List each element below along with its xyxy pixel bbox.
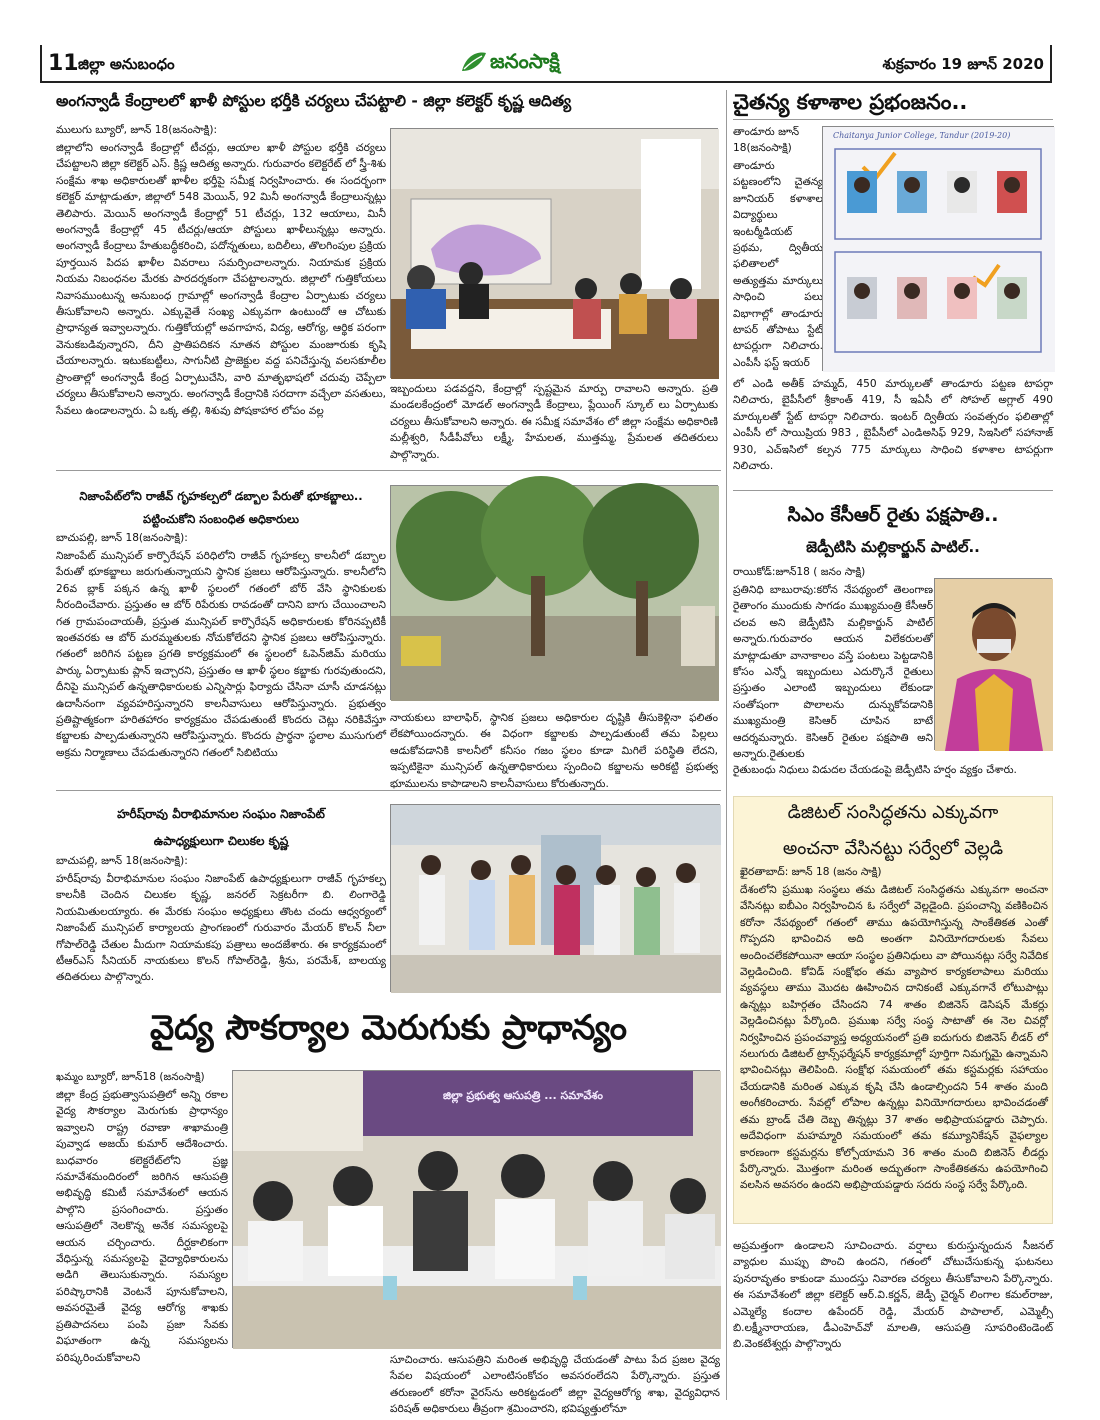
story7-dateline: ఖైరతాబాద్: జూన్ 18 (జనం సాక్షి) xyxy=(740,866,882,878)
story4-dateline: ఖమ్మం బ్యూరో, జూన్18 (జనంసాక్షి) xyxy=(56,1071,205,1083)
story1-dateline: ములుగు బ్యూరో, జూన్ 18(జనంసాక్షి): xyxy=(56,124,218,136)
story4-headline: వైద్య సౌకర్యాల మెరుగుకు ప్రాధాన్యం xyxy=(149,1008,628,1048)
section-name: జిల్లా అనుబంధం xyxy=(78,55,175,73)
story2-divider xyxy=(56,790,721,791)
story1-photo-meeting xyxy=(390,128,718,378)
header-divider xyxy=(40,81,1052,83)
page-header xyxy=(40,45,1052,85)
story5-dateline: తాండూరు జూన్ 18(జనంసాక్షి) xyxy=(733,126,800,155)
story5-body-narrow: తాండూరు పట్టణంలోని చైతన్య జూనియర్ కళాశాల విద్యార్థులు ఇంటర్మీడియట్ ప్రథమ, ద్వితీయ ఫలితాలలో అత్యుత్తమ మార్కులు సాధించి పలు విభాగాల్లో తాండూరు టాపర్ తోపాటు స్టేట్ టాపర్లుగా నిలిచారు. ఎంపీసీ ఫస్ట్ ఇయర్ xyxy=(733,160,823,369)
story2-body-right: నాయకులు బాలాఫిర్, స్థానిక ప్రజలు అధికారుల దృష్టికి తీసుకెళ్లినా ఫలితం లేకపోయిందన్నారు. ఈ విధంగా కబ్జాలకు పాల్పడుతుంటే తమ పిల్లలు ఆడుకోవడానికి కాలనీలో కనీసం గజం స్థలం కూడా మిగిలే పరిస్థితి లేదని, ఇప్పటికైనా మున్సిపల్ ఉన్నతాధికారులు స్పందించి కబ్జాలను అరికట్టి ప్రభుత్వ భూములను కాపాడాలని కాలనీవాసులు కోరుతున్నారు. xyxy=(390,712,718,790)
story1-divider xyxy=(56,470,721,471)
story5-headline: చైతన్య కళాశాల ప్రభంజనం.. xyxy=(733,90,968,114)
story7-headline-1: డిజిటల్ సంసిద్ధతను ఎక్కువగా xyxy=(787,802,999,823)
story6-portrait xyxy=(934,578,1052,750)
story1-body-left: జిల్లాలోని అంగన్వాడీ కేంద్రాల్లో టీచర్లు, ఆయాల ఖాళీ పోస్టుల భర్తీకి చర్యలు చేపట్టాలని జిల్లా కలెక్టర్ ఎస్. క్రిష్ణ ఆదిత్య అన్నారు. గురువారం కలెక్టరేట్ లో స్త్రీ-శిశు సంక్షేమ శాఖ అధికారులతో ఖాళీల భర్తీపై సమీక్ష నిర్వహించారు. ఈ సందర్భంగా కలెక్టర్ మాట్లాడుతూ, జిల్లాలో 548 మెయిన్, 92 మినీ అంగన్వాడీ కేంద్రాలున్నట్లు తెలిపారు. మెయిన్ అంగన్వాడీ కేంద్రాల్లో 51 టీచర్లు, 132 ఆయాలు, మినీ అంగన్వాడీ కేంద్రాల్లో 45 టీచర్లు/ఆయా పోస్టులు ఖాళీలున్నట్లు అన్నారు. అంగన్వాడీ కేంద్రాలు హేతుబద్ధీకరించి, పదోన్నతులు, బదిలీలు, తొలగింపుల ప్రక్రియ పూర్తయిన పిదప ఖాళీల వివరాలు సమర్పించాలన్నారు. నియామక ప్రక్రియ నియమ నిబంధనల మేరకు పారదర్శకంగా చేపట్టాలన్నారు. జిల్లాలో గుత్తికోయలు నివాసముంటున్న అనుబంధ గ్రామాల్లో అంగన్వాడీ కేంద్రాల ఏర్పాటుకు చర్యలు తీసుకోవాలని అన్నారు. ఎక్కువైతే సంఖ్య ఎక్కువగా ఉంటుందో ఆ చోటుకు ప్రాధాన్యత ఇవ్వాలన్నారు. గుత్తికోయల్లో అవగాహన, విద్య, ఆరోగ్య, ఆర్థిక పరంగా వెనుకబడివున్నారని, దీని ప్రాతిపదికన నూతన పోస్టుల మంజూరుకు కృషి చేయాలన్నారు. ఇటుకబట్టీలు, సాగునీటి ప్రాజెక్టుల వద్ద పనిచేస్తున్న వలసకూలీల ప్రాంతాల్లో అంగన్వాడీ కేంద్ర ఏర్పాటుచేసి, వారి మాతృభాషలో చదువు చెప్పేలా చర్యలు తీసుకోవాలని అన్నారు. అంగన్వాడీ కేంద్రానికి సరదాగా వచ్చేలా వసతులు, సేవలు ఉండాలన్నారు. ఏ ఒక్క తల్లి, శిశువు పోషకాహార లోపం వల్ల xyxy=(56,142,386,417)
story4-photo-meeting xyxy=(232,1070,720,1348)
story4-body-col3: అప్రమత్తంగా ఉండాలని సూచించారు. వర్షాలు కురుస్తున్నందున సీజనల్ వ్యాధుల ముప్పు పొంచి ఉందని, గతంలో చోటుచేసుకున్న ఘటనలు పునరావృతం కాకుండా ముందస్తు నివారణ చర్యలు తీసుకోవాలని పేర్కొన్నారు. ఈ సమావేశంలో జిల్లా కలెక్టర్ ఆర్.వి.కర్ణన్, జెడ్పీ చైర్మన్ లింగాల కమల్‌రాజు, ఎమ్మెల్యే కందాల ఉపేందర్ రెడ్డి, మేయర్ పాపాలాల్, ఎమ్మెల్సీ బి.లక్ష్మీనారాయణ, డీఎంహెచ్‌వో మాలతి, ఆసుపత్రి సూపరింటెండెంట్ బి.వెంకటేశ్వర్లు పాల్గొన్నారు xyxy=(733,1240,1053,1351)
column-separator xyxy=(726,90,727,1400)
story4-body-col1: జిల్లా కేంద్ర ప్రభుత్వాసుపత్రిలో అన్ని రకాల వైద్య సౌకర్యాల మెరుగుకు ప్రాధాన్యం ఇవ్వాలని రాష్ట్ర రవాణా శాఖామంత్రి పువ్వాడ అజయ్ కుమార్ ఆదేశించారు. బుధవారం కలెక్టరేట్‌లోని ప్రజ్ఞ సమావేశమందిరంలో జరిగిన ఆసుపత్రి అభివృద్ధి కమిటీ సమావేశంలో ఆయన పాల్గొని ప్రసంగించారు. ప్రస్తుతం ఆసుపత్రిలో నెలకొన్న అనేక సమస్యలపై ఆయన చర్చించారు. దీర్ఘకాలికంగా వేధిస్తున్న సమస్యలపై వైద్యాధికారులను అడిగి తెలుసుకున్నారు. సమస్యల పరిష్కారానికి వెంటనే పూనుకోవాలని, అవసరమైతే వైద్య ఆరోగ్య శాఖకు ప్రతిపాదనలు పంపి ప్రజా సేవకు విఘాతంగా ఉన్న సమస్యలను పరిష్కరించుకోవాలని xyxy=(56,1089,228,1364)
issue-date: శుక్రవారం 19 జూన్ 2020 xyxy=(882,55,1044,73)
story3-photo-appointment xyxy=(390,804,720,992)
story2-body-left: నిజాంపేట్ మున్సిపల్ కార్పొరేషన్ పరిధిలోని రాజీవ్ గృహకల్ప కాలనీలో డబ్బాల పేరుతో భూకబ్జాలు జరుగుతున్నాయని స్థానిక ప్రజలు ఆరోపిస్తున్నారు. కాలనీలోని 26వ బ్లాక్ పక్కన ఉన్న ఖాళీ స్థలంలో గతంలో బోర్ వేసి స్థానికులకు నీరందించేవారు. ప్రస్తుతం ఆ బోర్ రిపేరుకు రావడంతో దానిని బాగు చేయించాలని గత గ్రామపంచాయతీ, ప్రస్తుత మున్సిపల్ కార్పొరేషన్ అధికారులకు కోరినప్పటికీ ఇంతవరకు ఆ బోర్ మరమ్మతులకు నోచుకోలేదని స్థానిక ప్రజలు ఆరోపిస్తున్నారు. గతంలో జరిగిన పట్టణ ప్రగతి కార్యక్రమంలో ఈ స్థలంలో ఓపెన్‌జిమ్ మరియు పార్కు ఏర్పాటుకు ప్లాన్ ఇచ్చారని, ప్రస్తుతం ఆ ఖాళీ స్థలం కబ్జాకు గురవుతుందని, దీనిపై మున్సిపల్ ఉన్నతాధికారులకు ఎన్నిసార్లు ఫిర్యాదు చేసినా చూసీ చూడనట్లు ఉదాసీనంగా వ్యవహరిస్తున్నారని కాలనీవాసులు ఆరోపిస్తున్నారు. ప్రభుత్వం ప్రతిష్టాత్మకంగా హరితహారం కార్యక్రమం చేపడుతుంటే కొందరు చెట్లు నరికివేస్తూ కబ్జాలకు పాల్పడుతున్నారని ఆరోపిస్తున్నారు. కొందరు ప్రార్థనా స్థలాల ముసుగులో అక్రమ నిర్మాణాలు చేపడుతున్నారని గతంలో సిబిటియు xyxy=(56,550,386,759)
story2-headline-1: నిజాంపేట్‌లోని రాజీవ్ గృహకల్పలో డబ్బాల పేరుతో భూకబ్జాలు.. xyxy=(79,489,363,503)
masthead-logo xyxy=(460,47,630,77)
story6-dateline: రాయికోడ్:జూన్18 ( జనం సాక్షి) xyxy=(733,566,866,578)
story6-headline-1: సిఎం కేసీఆర్ రైతు పక్షపాతి.. xyxy=(787,504,999,526)
story5-divider xyxy=(733,490,1053,491)
header-left-bar xyxy=(40,45,42,81)
story3-body: హరీష్‌రావు వీరాభిమానుల సంఘం నిజాంపేట్ ఉపాధ్యక్షులుగా రాజీవ్ గృహకల్ప కాలనీకి చెందిన చిలుకల కృష్ణ, జనరల్ సెక్రటరీగా బి. లింగారెడ్డి నియమితులయ్యారు. ఈ మేరకు సంఘం అధ్యక్షులు తొంట చందు ఆధ్వర్యంలో నిజాంపేట్ మున్సిపల్ కార్యాలయ ప్రాంగణంలో గురువారం మేయర్ కొలన్ నీలా గోపాల్‌రెడ్డి చేతుల మీదుగా నియామకపు పత్రాలు అందజేశారు. ఈ కార్యక్రమంలో టీఆర్ఎస్ సీనియర్ నాయకులు కొలన్ గోపాల్‌రెడ్డి, శ్రీను, పరమేశ్, బాలయ్య తదితరులు పాల్గొన్నారు. xyxy=(56,873,386,984)
header-right-bar xyxy=(1050,45,1052,81)
story7-headline-2: అంచనా వేసినట్టు సర్వేలో వెల్లడి xyxy=(782,838,1004,859)
story6-headline-2: జెడ్పీటిసి మల్లికార్జున్ పాటిల్.. xyxy=(806,538,980,556)
story6-body-full: రైతుబంధు నిధులు విడుదల చేయడంపై జెడ్పీటిసి హర్షం వ్యక్తం చేశారు. xyxy=(733,764,1017,776)
story4-body-col2: సూచించారు. ఆసుపత్రిని మరింత అభివృద్ధి చేయడంతో పాటు పేద ప్రజల వైద్య సేవల విషయంలో ఎలాంటిసంకోచం అవసరంలేదని పేర్కొన్నారు. ప్రస్తుత తరుణంలో కరోనా వైరస్‌ను అరికట్టడంలో జిల్లా వైద్యఆరోగ్య శాఖ, వైద్యవిధాన పరిషత్ అధికారులు తీవ్రంగా శ్రమించారని, భవిష్యత్తులోనూ xyxy=(390,1354,720,1416)
story1-headline: అంగన్వాడీ కేంద్రాలలో ఖాళీ పోస్టుల భర్తీకి చర్యలు చేపట్టాలి - జిల్లా కలెక్టర్ కృష్ణ ఆదిత్య xyxy=(56,92,572,110)
story7-body: దేశంలోని ప్రముఖ సంస్థలు తమ డిజిటల్ సంసిద్ధతను ఎక్కువగా అంచనా వేసినట్లు ఐబీఎం నిర్వహించిన ఓ సర్వేలో వెల్లడైంది. ప్రపంచాన్ని వణికించిన కరోనా నేపథ్యంలో గతంలో తాము ఉపయోగిస్తున్న సాంకేతికత ఎంతో గొప్పదని భావించిన అది అంతగా వినియోగదారులకు సేవలు అందించలేకపోయినా ఆయా సంస్థల ప్రతినిధులు వా పోయినట్లు సర్వే నివేదిక వెల్లడించింది. కోవిడ్ సంక్షోభం తమ వ్యాపార కార్యకలాపాలు మరియు వ్యవస్థలు తాము మొదట ఊహించిన దానికంటే ఎక్కువగానే లోటుపాట్లు ఉన్నట్లు బహిర్గతం చేసిందని 74 శాతం బిజినెస్ డెసిషన్ మేకర్లు వెల్లడించినట్లు పేర్కొంది. ప్రముఖ సర్వే సంస్థ సాటాతో ఈ నెల చివర్లో నిర్వహించిన ప్రపంచవ్యాప్త అధ్యయనంలో ప్రతి ఐదుగురు బిజినెస్ లీడర్ లో నలుగురు డిజిటల్ ట్రాన్స్‌ఫర్మేషన్ కార్యక్రమాల్లో పూర్తిగా నిమగ్నమై ఉన్నామని భావించినట్లు తెలిపింది. సంక్షోభ సమయంలో తమ కస్టమర్లకు సహాయం చేయడానికి మరింత ఎక్కువ కృషి చేసి ఉండాల్సిందని 54 శాతం మంది అంగీకరించారు. సేవల్లో లోపాల ఉన్నట్లు వినియోగదారులు భావించడంతో తమ బ్రాండ్ చేతి దెబ్బ తిన్నట్లు 37 శాతం అభిప్రాయపడ్డారు చెప్పారు. అదేవిధంగా మహమ్మారి సమయంలో తమ కమ్యూనికేషన్ వైఫల్యాల కారణంగా కస్టమర్లను కోల్పోయామని 36 శాతం మంది బిజినెస్ లీడర్లు పేర్కొన్నారు. మొత్తంగా మరింత అద్భుతంగా సాంకేతికతను ఉపయోగించి వలసిన అవసరం ఉందని అభిప్రాయపడ్డారు సదరు సంస్థ సర్వే పేర్కొంది. xyxy=(740,884,1048,1192)
story5-board-title: Chaitanya Junior College, Tandur (2019-20) xyxy=(833,131,1011,140)
story5-results-board xyxy=(822,126,1054,371)
story5-head-rule xyxy=(733,119,1053,120)
page-number: 11 xyxy=(48,51,79,76)
story6-body-narrow: ప్రతినిధి బాబురావు:కరోన నేపథ్యంలో తెలంగాణ రైతాంగం ముందుకు సాగడం ముఖ్యమంత్రి కేసీఆర్ చలవ అని జెడ్పీటిసి మల్లికార్జున్ పాటిల్ అన్నారు.గురువారం ఆయన విలేకరులతో మాట్లాడుతూ వానాకాలం వస్తే పంటలు పెట్టడానికి కోసం ఎన్నో ఇబ్బందులు ఎదుర్కొనే రైతులు ప్రస్తుతం ఎలాంటి ఇబ్బందులు లేకుండా సంతోషంగా పొలాలను దున్నుకోవడానికి ముఖ్యమంత్రి కెసిఆర్ చూపిన బాటే ఆదర్శమన్నారు. కెసిఆర్ రైతుల పక్షపాతి అని అన్నారు.రైతులకు xyxy=(733,584,933,761)
story2-photo-trees xyxy=(390,485,718,700)
story3-headline-2: ఉపాధ్యక్షులుగా చిలుకల కృష్ణ xyxy=(153,834,289,848)
story3-dateline: బాచుపల్లి, జూన్ 18(జనంసాక్షి): xyxy=(56,855,188,867)
story5-body-full: లో ఎండి అతీక్ హమ్మద్, 450 మార్కులతో తాండూరు పట్టణ టాపర్గా నిలిచారు, బైపీసీలో శ్రీకాంత్ 419, సీ ఇఏసీ లో సోహల్ అగ్లాల్ 490 మార్కులతో స్టేట్ టాపర్గా నిలిచారు. ఇంటర్ ద్వితీయ సంవత్సరం ఫలితాల్లో ఎంపీసీ లో సాయిప్రియ 983 , బైపీసీలో ఎండిఅసిఫ్ 929, సిఇసిలో సహానాజ్ 930, ఎచ్ఇసిలో కల్పన 775 మార్కులు సాధించి కళాశాల టాపర్లుగా నిలిచారు. xyxy=(733,378,1053,473)
story3-headline-1: హరీష్‌రావు వీరాభిమానుల సంఘం నిజాంపేట్ xyxy=(117,807,325,821)
story2-headline-2: పట్టించుకోని సంబంధిత అధికారులు xyxy=(143,512,299,526)
story1-body-right: ఇబ్బందులు పడవద్దని, కేంద్రాల్లో స్పష్టమైన మార్పు రావాలని అన్నారు. ప్రతి మండలకేంద్రంలో మోడల్ అంగన్వాడీ కేంద్రాలు, ప్లేయింగ్ స్కూల్ లు ఏర్పాటుకు చర్యలు తీసుకోవాలని అన్నారు. ఈ సమీక్ష సమావేశం లో జిల్లా సంక్షేమ అధికారిణి మల్లీశ్వరి, సీడీపీవోలు లక్ష్మీ, హేమలత, ముత్తమ్మ, ప్రేమలత తదితరులు పాల్గొన్నారు. xyxy=(390,383,718,461)
story4-photo-banner: జిల్లా ప్రభుత్వ ఆసుపత్రి ... సమావేశం xyxy=(443,1089,603,1102)
leaf-logo-icon xyxy=(460,49,488,75)
masthead-title: జనంసాక్షి xyxy=(490,49,560,73)
story2-dateline: బాచుపల్లి, జూన్ 18(జనంసాక్షి): xyxy=(56,532,188,544)
